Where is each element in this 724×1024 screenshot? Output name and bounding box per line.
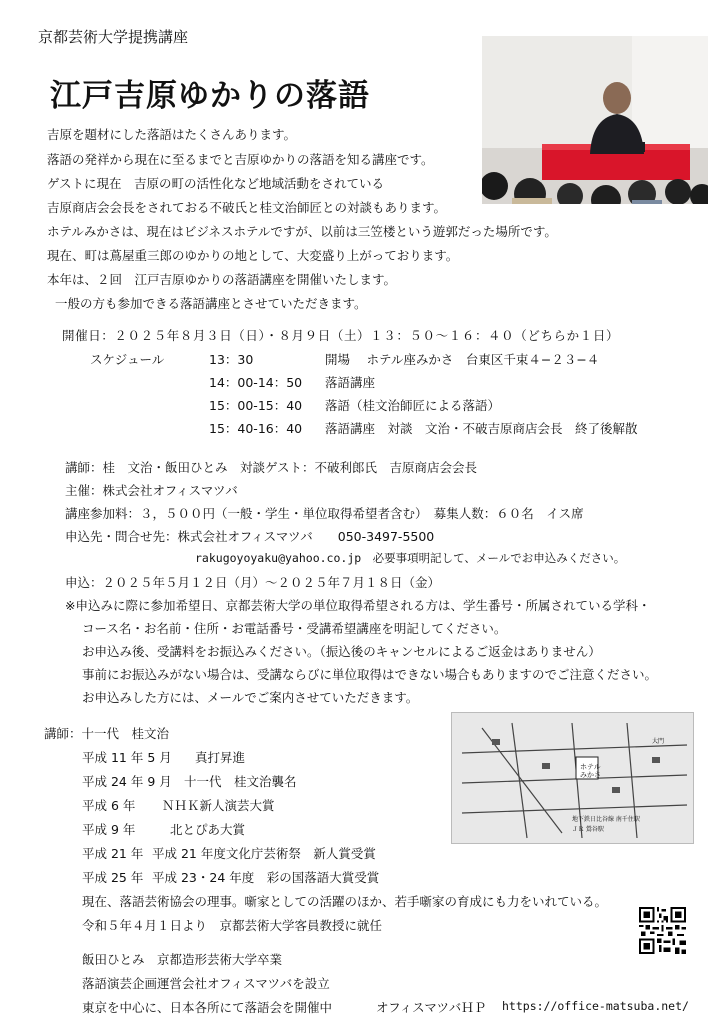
organizer-line: 主催：株式会社オフィスマツバ — [65, 483, 238, 498]
map-label-station-2: ＪＲ 鶯谷駅 — [572, 826, 604, 833]
map-label-mikasa: みかさ — [580, 771, 601, 779]
history-text-5: 平成 21 年度文化庁芸術祭 新人賞受賞 — [152, 846, 376, 861]
access-map — [451, 712, 694, 844]
note-line-4: 事前にお振込みがない場合は、受講ならびに単位取得はできない場合もありますのでご注意ください。 — [82, 667, 658, 682]
note-line-1: ※申込みに際に参加希望日、京都芸術大学の単位取得希望される方は、学生番号・所属されている学科・ — [65, 598, 651, 613]
second-line-1: 飯田ひとみ 京都造形芸術大学卒業 — [82, 952, 283, 967]
email-line[interactable]: rakugoyoyaku@yahoo.co.jp 必要事項明記して、メールでお申込みください。 — [195, 551, 626, 565]
performer-photo — [482, 36, 708, 204]
history-text-4: 北とぴあ大賞 — [170, 822, 246, 837]
schedule-desc-2: 落語講座 — [325, 375, 376, 390]
intro-line-5: ホテルみかさは、現在はビジネスホテルですが、以前は三笠楼という遊郭だった場所です。 — [47, 224, 557, 239]
intro-line-2: 落語の発祥から現在に至るまでと吉原ゆかりの落語を知る講座です。 — [47, 152, 434, 167]
application-period: 申込：２０２５年５月１２日（月）〜２０２５年７月１８日（金） — [65, 575, 441, 590]
profile-current: 現在、落語芸術協会の理事。噺家としての活躍のほか、若手噺家の育成にも力をいれている。 — [82, 894, 608, 909]
lecturer-line: 講師：桂 文治・飯田ひとみ 対談ゲスト：不破利郎氏 吉原商店会会長 — [65, 460, 478, 475]
schedule-time-1: 13：30 — [209, 352, 254, 367]
header-label: 京都芸術大学提携講座 — [38, 28, 189, 46]
intro-line-4: 吉原商店会会長をされておる不破氏と桂文治師匠との対談もあります。 — [47, 200, 447, 215]
schedule-time-2: 14：00-14：50 — [209, 375, 303, 390]
note-line-2: コース名・お名前・住所・お電話番号・受講希望講座を明記してください。 — [82, 621, 507, 636]
map-icon — [452, 713, 693, 843]
fee-line: 講座参加料：３，５００円（一般・学生・単位取得希望者含む） 募集人数：６０名 イス席 — [65, 506, 584, 521]
qr-code-icon — [639, 907, 686, 954]
history-date-1: 平成 11 年 5 月 — [82, 750, 172, 765]
note-line-5: お申込みした方には、メールでご案内させていただきます。 — [82, 690, 419, 705]
schedule-time-3: 15：00-15：40 — [209, 398, 303, 413]
hp-label: オフィスマツバＨＰ — [376, 1000, 487, 1015]
profile-heading: 講師：十一代 桂文治 — [44, 726, 170, 741]
schedule-desc-3: 落語（桂文治師匠による落語） — [325, 398, 501, 413]
schedule-label: スケジュール — [90, 352, 165, 367]
history-text-1: 真打昇進 — [195, 750, 246, 765]
event-dates: 開催日：２０２５年８月３日（日）・８月９日（土）１３：５０〜１６：４０（どちらか１日） — [62, 328, 620, 343]
history-text-6: 平成 23・24 年度 彩の国落語大賞受賞 — [152, 870, 380, 885]
website-link[interactable]: https://office-matsuba.net/ — [502, 999, 689, 1013]
note-line-3: お申込み後、受講料をお振込みください。（振込後のキャンセルによるご返金はありません） — [82, 644, 601, 659]
second-line-2: 落語演芸企画運営会社オフィスマツバを設立 — [82, 976, 330, 991]
intro-line-6: 現在、町は蔦屋重三郎のゆかりの地として、大変盛り上がっております。 — [47, 248, 459, 263]
history-text-2: 十一代 桂文治襲名 — [184, 774, 297, 789]
contact-line: 申込先・問合せ先：株式会社オフィスマツバ 050-3497-5500 — [65, 529, 435, 544]
history-date-2: 平成 24 年 9 月 — [82, 774, 172, 789]
map-label-hotel: ホテル — [580, 763, 601, 771]
schedule-desc-4: 落語講座 対談 文治・不破吉原商店会長 終了後解散 — [325, 421, 638, 436]
history-date-6: 平成 25 年 — [82, 870, 144, 885]
schedule-desc-1: 開場 ホテル座みかさ 台東区千束４−２３−４ — [325, 352, 600, 367]
profile-appointment: 令和５年４月１日より 京都芸術大学客員教授に就任 — [82, 918, 383, 933]
map-label-station-1: 地下鉄日比谷線 南千住駅 — [572, 816, 640, 823]
map-label-omon: 大門 — [652, 738, 665, 745]
history-text-3: ＮＨＫ新人演芸大賞 — [162, 798, 275, 813]
schedule-time-4: 15：40-16：40 — [209, 421, 303, 436]
performer-photo-icon — [482, 36, 708, 204]
history-date-5: 平成 21 年 — [82, 846, 144, 861]
intro-line-7: 本年は、２回 江戸吉原ゆかりの落語講座を開催いたします。 — [47, 272, 397, 287]
intro-line-1: 吉原を題材にした落語はたくさんあります。 — [47, 127, 297, 142]
page-title: 江戸吉原ゆかりの落語 — [50, 78, 370, 114]
history-date-3: 平成 6 年 — [82, 798, 136, 813]
history-date-4: 平成 9 年 — [82, 822, 136, 837]
intro-line-8: 一般の方も参加できる落語講座とさせていただきます。 — [55, 296, 367, 311]
second-line-3: 東京を中心に、日本各所にて落語会を開催中 — [82, 1000, 333, 1015]
qr-code — [639, 907, 686, 954]
intro-line-3: ゲストに現在 吉原の町の活性化など地域活動をされている — [47, 176, 385, 191]
